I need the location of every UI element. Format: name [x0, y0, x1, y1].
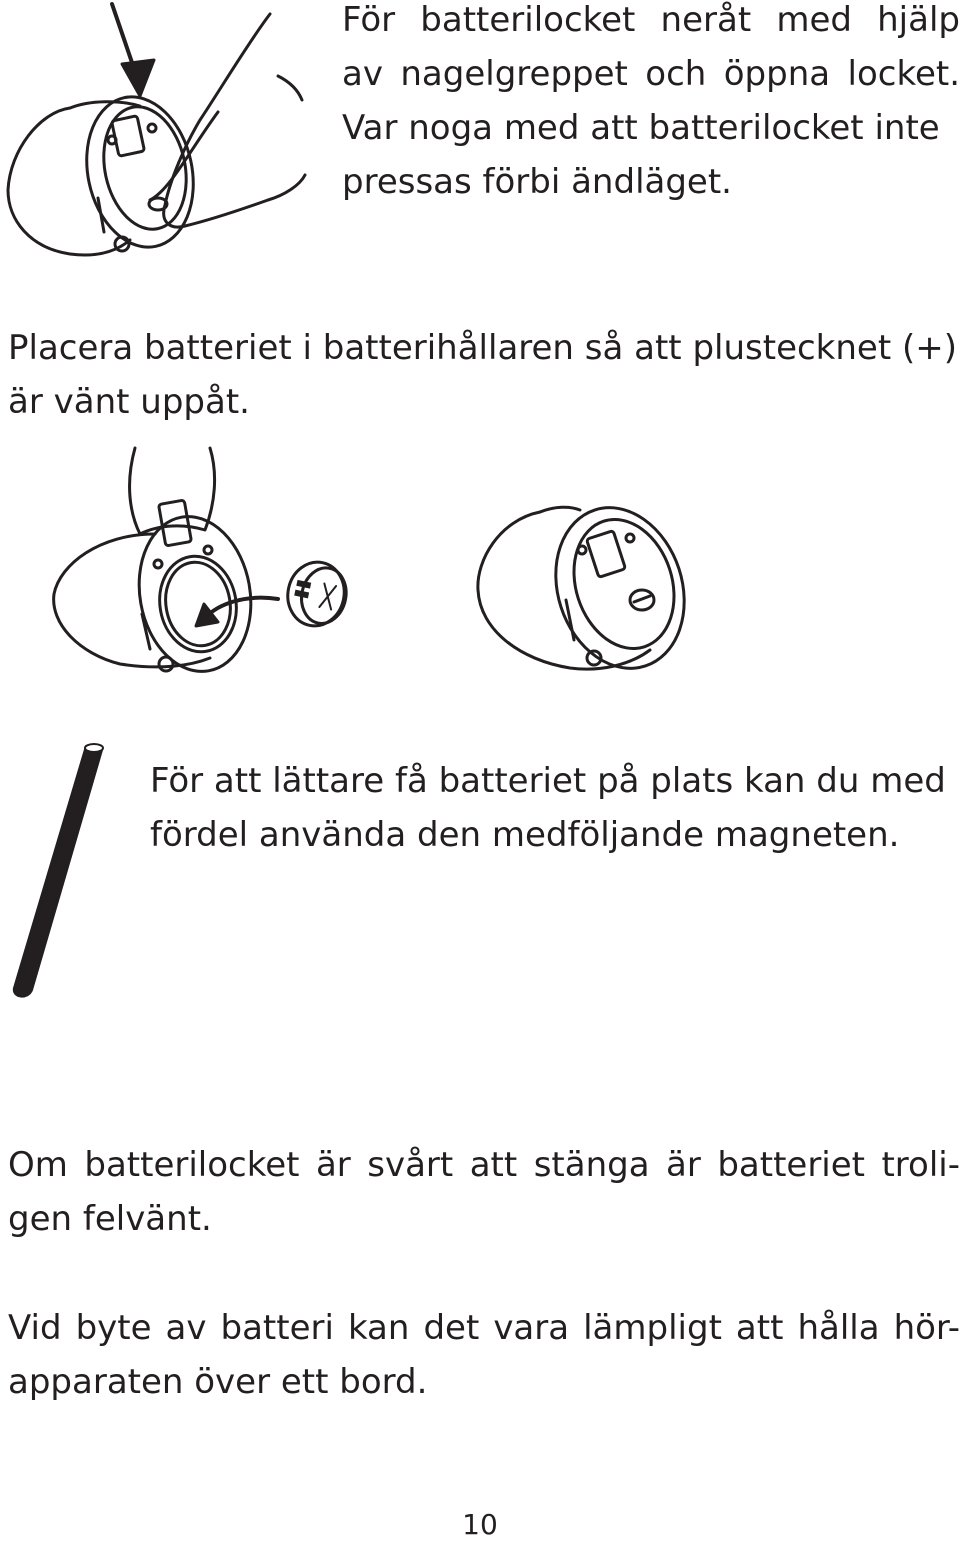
text-line: fördel använda den medföljande magneten. [150, 815, 900, 855]
text-line: pressas förbi ändläget. [342, 162, 732, 202]
open-lid-text [342, 0, 960, 209]
hard-to-close-text [8, 1138, 960, 1246]
text-line: För batterilocket neråt med hjälp [342, 0, 960, 40]
page-number: 10 [462, 1508, 498, 1541]
text-line: Var noga med att batterilocket inte [342, 108, 940, 148]
magnet-illustration [0, 738, 120, 1000]
place-battery-text [8, 321, 960, 429]
text-line: av nagelgreppet och öppna locket. [342, 54, 960, 94]
change-over-table-text [8, 1301, 960, 1409]
magnet-text [150, 754, 960, 862]
insert-battery-illustration [40, 444, 360, 684]
text-line: är vänt uppåt. [8, 382, 250, 422]
text-line: Vid byte av batteri kan det vara lämpligt att hålla hör- [8, 1308, 960, 1348]
text-line: För att lättare få batteriet på plats kan du med [150, 761, 946, 801]
text-line: apparaten över ett bord. [8, 1362, 428, 1402]
text-line: Om batterilocket är svårt att stänga är batteriet troli- [8, 1145, 960, 1185]
open-battery-lid-illustration [0, 0, 320, 270]
text-line: Placera batteriet i batterihållaren så att plustecknet (+) [8, 328, 957, 368]
text-line: gen felvänt. [8, 1199, 212, 1239]
battery-inserted-illustration [470, 500, 700, 690]
